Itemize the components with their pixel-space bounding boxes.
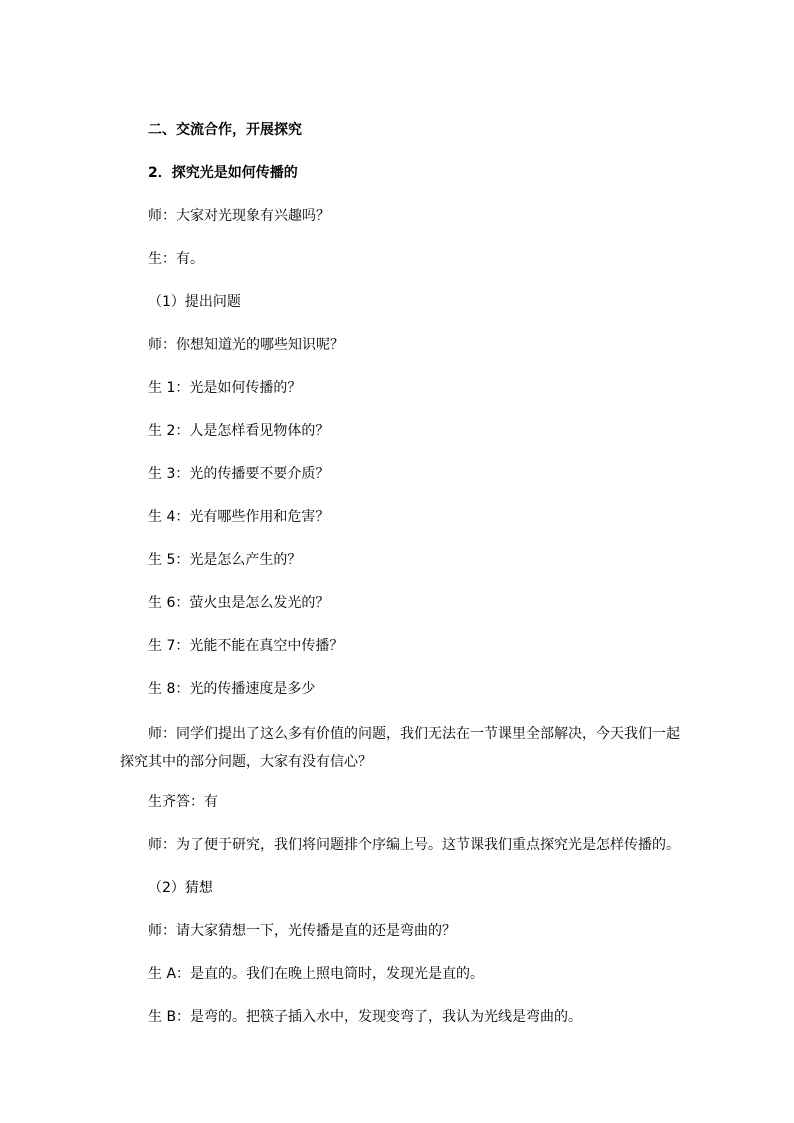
dialogue-line: 生 6：萤火虫是怎么发光的？ bbox=[148, 595, 330, 611]
subheading: 2．探究光是如何传播的 bbox=[148, 165, 298, 181]
step-heading: （2）猜想 bbox=[148, 880, 213, 896]
dialogue-line: 师：请大家猜想一下，光传播是直的还是弯曲的？ bbox=[148, 923, 456, 939]
dialogue-line: 生 A：是直的。我们在晚上照电筒时，发现光是直的。 bbox=[148, 966, 485, 982]
dialogue-line: 生 3：光的传播要不要介质？ bbox=[148, 466, 330, 482]
dialogue-line: 生 1：光是如何传播的？ bbox=[148, 380, 302, 396]
dialogue-line: 师：大家对光现象有兴趣吗？ bbox=[148, 208, 330, 224]
dialogue-line: 生齐答：有 bbox=[148, 794, 218, 810]
dialogue-line: 生 4：光有哪些作用和危害？ bbox=[148, 509, 330, 525]
dialogue-line: 生 5：光是怎么产生的？ bbox=[148, 552, 302, 568]
teacher-paragraph bbox=[120, 720, 680, 776]
dialogue-line: 师：为了便于研究，我们将问题排个序编上号。这节课我们重点探究光是怎样传播的。 bbox=[148, 837, 680, 853]
dialogue-line: 生 7：光能不能在真空中传播？ bbox=[148, 638, 344, 654]
step-heading: （1）提出问题 bbox=[148, 294, 241, 310]
teacher-paragraph-line-2: 探究其中的部分问题，大家有没有信心？ bbox=[120, 754, 372, 770]
dialogue-line: 生 B：是弯的。把筷子插入水中，发现变弯了，我认为光线是弯曲的。 bbox=[148, 1009, 583, 1025]
teacher-paragraph-line-1: 师：同学们提出了这么多有价值的问题，我们无法在一节课里全部解决，今天我们一起 bbox=[148, 726, 680, 742]
dialogue-line: 生 8：光的传播速度是多少 bbox=[148, 681, 316, 697]
dialogue-line: 生：有。 bbox=[148, 251, 204, 267]
section-heading: 二、交流合作，开展探究 bbox=[148, 122, 302, 138]
dialogue-line: 生 2：人是怎样看见物体的？ bbox=[148, 423, 330, 439]
dialogue-line: 师：你想知道光的哪些知识呢？ bbox=[148, 337, 344, 353]
